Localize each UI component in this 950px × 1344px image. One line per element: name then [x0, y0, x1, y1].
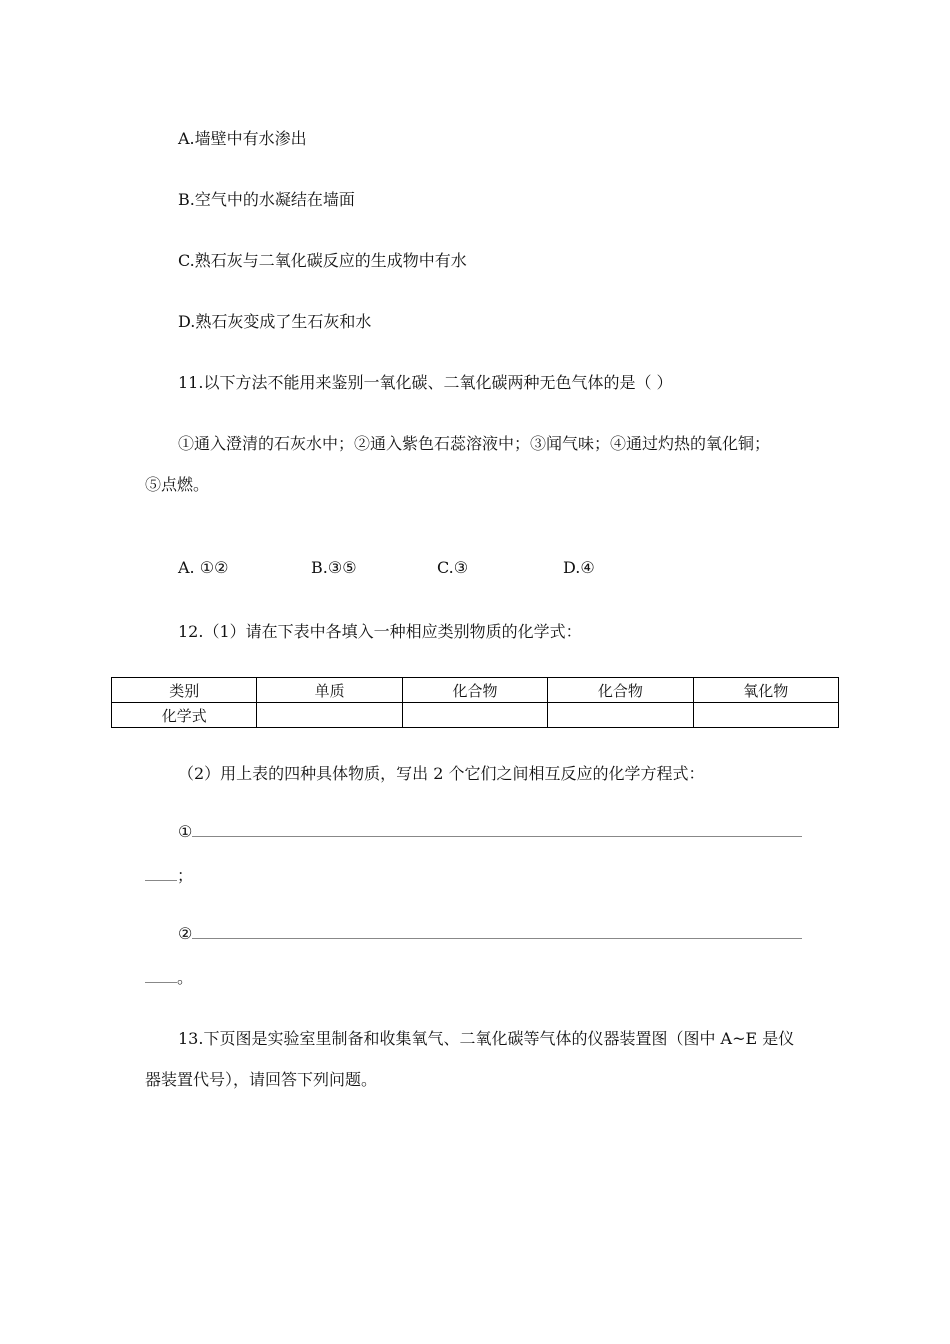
chemical-formula-table [111, 677, 839, 728]
equation-1-end-line [145, 863, 193, 886]
question-11-choice-c: C.③ [437, 558, 469, 577]
table-cell: 化合物 [402, 678, 547, 703]
equation-1-end: ； [177, 866, 194, 885]
equation-2-blank[interactable] [192, 938, 802, 939]
question-11-choice-b: B.③⑤ [311, 558, 357, 577]
equation-2-line [178, 924, 802, 943]
question-11-stem: 11.以下方法不能用来鉴别一氧化碳、二氧化碳两种无色气体的是（ ） [178, 373, 673, 392]
table-answer-cell[interactable] [257, 703, 402, 728]
equation-1-mark: ① [178, 822, 193, 841]
option-c: C.熟石灰与二氧化碳反应的生成物中有水 [178, 251, 467, 270]
table-cell: 类别 [112, 678, 257, 703]
option-b: B.空气中的水凝结在墙面 [178, 190, 355, 209]
table-answer-cell[interactable] [548, 703, 693, 728]
option-a: A.墙壁中有水渗出 [178, 129, 307, 148]
table-header-row [112, 678, 839, 703]
equation-1-blank[interactable] [192, 836, 802, 837]
table-cell: 化学式 [112, 703, 257, 728]
table-cell: 氧化物 [693, 678, 838, 703]
equation-2-blank-continued[interactable] [145, 982, 177, 983]
table-answer-cell[interactable] [402, 703, 547, 728]
question-13-line2: 器装置代号），请回答下列问题。 [145, 1070, 378, 1089]
question-11-methods-line1: ①通入澄清的石灰水中；②通入紫色石蕊溶液中；③闻气味；④通过灼热的氧化铜； [178, 434, 771, 453]
table-answer-cell[interactable] [693, 703, 838, 728]
table-cell: 化合物 [548, 678, 693, 703]
equation-2-end: 。 [177, 968, 194, 987]
table-cell: 单质 [257, 678, 402, 703]
equation-1-line [178, 822, 802, 841]
option-d: D.熟石灰变成了生石灰和水 [178, 312, 372, 331]
equation-2-mark: ② [178, 924, 193, 943]
question-11-choice-a: A. ①② [178, 558, 229, 577]
question-11-choice-d: D.④ [563, 558, 595, 577]
equation-1-blank-continued[interactable] [145, 880, 177, 881]
table-row [112, 703, 839, 728]
equation-2-end-line [145, 965, 193, 988]
question-12-part2: （2）用上表的四种具体物质，写出 2 个它们之间相互反应的化学方程式： [178, 764, 705, 783]
question-13-line1: 13.下页图是实验室里制备和收集氧气、二氧化碳等气体的仪器装置图（图中 A~E 是仪 [178, 1029, 795, 1048]
question-11-methods-line2: ⑤点燃。 [145, 475, 210, 494]
question-12-part1: 12.（1）请在下表中各填入一种相应类别物质的化学式： [178, 622, 582, 641]
